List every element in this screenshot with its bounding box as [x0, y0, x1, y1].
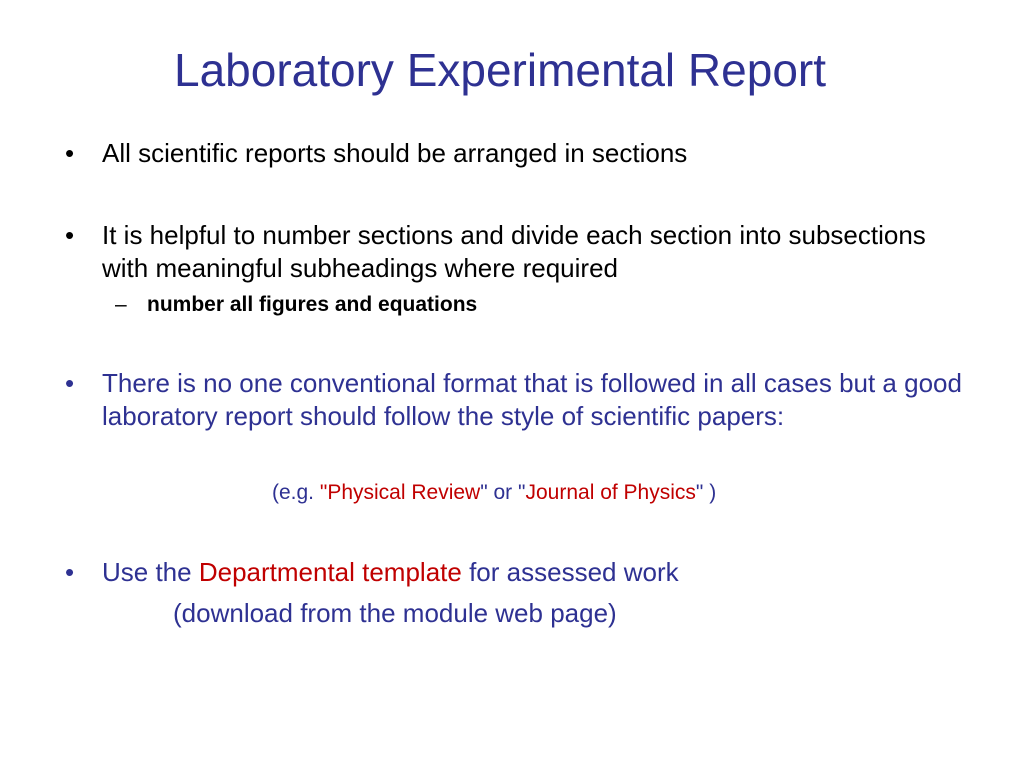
departmental-template-highlight: Departmental template	[198, 557, 462, 587]
bullet-text	[102, 556, 972, 589]
bullet-icon: •	[65, 557, 75, 587]
journal-of-physics: Journal of Physics	[525, 481, 696, 504]
dash-icon: –	[115, 293, 127, 316]
bullet-text: All scientific reports should be arranged in sections	[102, 138, 688, 168]
download-note: (download from the module web page)	[173, 598, 617, 628]
example-open: (e.g.	[272, 481, 320, 504]
example-mid: " or "	[480, 481, 526, 504]
bullet-item-3	[65, 367, 972, 433]
journal-physical-review: Physical Review	[327, 481, 481, 504]
bullet-icon: •	[65, 220, 75, 250]
bullet-icon: •	[65, 138, 75, 168]
bullet-text: It is helpful to number sections and divide each section into subsections with meaningful subheadings where required	[102, 220, 926, 283]
example-journals	[272, 478, 716, 508]
bullet-item-1	[65, 137, 972, 170]
example-close: " )	[695, 481, 717, 504]
sub-bullet-text: number all figures and equations	[147, 293, 478, 316]
quote-mark: "	[319, 481, 328, 504]
bullet-suffix: for assessed work	[461, 557, 679, 587]
slide-title: Laboratory Experimental Report	[174, 44, 826, 96]
bullet-item-4	[65, 556, 972, 589]
sub-bullet-item	[115, 290, 477, 320]
bullet-item-2	[65, 219, 972, 285]
bullet-text: There is no one conventional format that is followed in all cases but a good laboratory report should follow the style of scientific papers:	[102, 368, 962, 431]
bullet-icon: •	[65, 368, 75, 398]
bullet-prefix: Use the	[102, 557, 199, 587]
